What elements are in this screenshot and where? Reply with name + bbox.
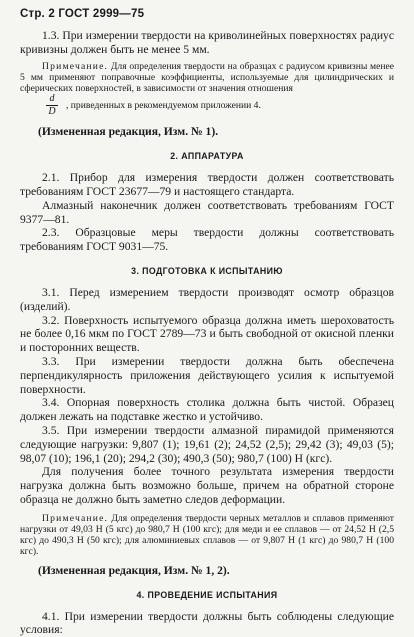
note-1-label: Примечание.	[42, 60, 109, 72]
revision-note-2: (Измененная редакция, Изм. № 1, 2).	[38, 563, 230, 577]
clause-3-3: 3.3. При измерении твердости должна быть обеспечена перпендикулярность приложения действующего усилия к испытуемой поверхности.	[20, 354, 394, 396]
clause-3-2: 3.2. Поверхность испытуемого образца должна иметь шероховатость не более 0,16 мкм по ГОСТ 2789—73 и быть свободной от окисной пленки и посторонних веществ.	[20, 313, 394, 355]
note-1-tail: , приведенных в рекомендуемом приложении 4.	[66, 100, 261, 112]
section-2-title: 2. АППАРАТУРА	[170, 151, 244, 162]
clause-3-5: 3.5. При измерении твердости алмазной пирамидой применяются следующие нагрузки: 9,807 (1); 19,61 (2); 24,52 (2,5); 29,42 (3); 49,03 (5); 98,07 (10); 196,1 (20); 294,2 (30); 490,3 (50); 980,7 (100) Н (кгс).	[20, 423, 394, 465]
section-3-title: 3. ПОДГОТОВКА К ИСПЫТАНИЮ	[131, 265, 283, 276]
clause-3-5-accuracy: Для получения более точного результата измерения твердости нагрузка должна быть возможно больше, причем на обратной стороне образца не должно быть заметно следов деформации.	[20, 465, 394, 506]
clause-2-1-diamond: Алмазный наконечник должен соответствовать требованиям ГОСТ 9377—81.	[20, 198, 394, 226]
note-2	[20, 513, 394, 558]
clause-3-1: 3.1. Перед измерением твердости производят осмотр образцов (изделий).	[20, 285, 394, 313]
clause-1-3: 1.3. При измерении твердости на криволинейных поверхностях радиус кривизны должен быть не менее 5 мм.	[20, 29, 394, 56]
note-1-text: Для определения твердости на образцах с радиусом кривизны менее 5 мм применяют поправочные коэффициенты, используемые для цилиндрических и сферических поверхностей, в зависимости от значения отношения	[20, 60, 394, 94]
page-header: Стр. 2 ГОСТ 2999—75	[20, 8, 145, 20]
clause-2-1: 2.1. Прибор для измерения твердости должен соответствовать требованиям ГОСТ 23677—79 и настоящего стандарта.	[20, 171, 394, 198]
clause-3-4: 3.4. Опорная поверхность столика должна быть чистой. Образец должен лежать на подставке жестко и устойчиво.	[20, 396, 394, 424]
note-2-label: Примечание.	[42, 512, 109, 524]
note-2-text: Для определения твердости черных металлов и сплавов применяют нагрузки от 49,03 Н (5 кгс) до 980,7 Н (100 кгс); для меди и ее сплавов — от 24,52 Н (2,5 кгс) до 490,3 Н (50 кгс); для алюминиевых сплавов — от 9,807 Н (1 кгс) до 980,7 Н (100 кгс).	[20, 512, 394, 558]
ratio-d-over-D	[46, 94, 58, 117]
ratio-numerator: d	[49, 93, 55, 105]
ratio-denominator: D	[48, 106, 56, 118]
section-4-title: 4. ПРОВЕДЕНИЕ ИСПЫТАНИЯ	[136, 589, 278, 600]
ratio-line	[20, 94, 394, 117]
clause-4-1: 4.1. При измерении твердости должны быть соблюдены следующие условия:	[20, 609, 394, 637]
clause-2-3: 2.3. Образцовые меры твердости должны соответствовать требованиям ГОСТ 9031—75.	[20, 226, 394, 254]
note-1	[20, 61, 394, 95]
revision-note-1: (Измененная редакция, Изм. № 1).	[38, 125, 219, 139]
